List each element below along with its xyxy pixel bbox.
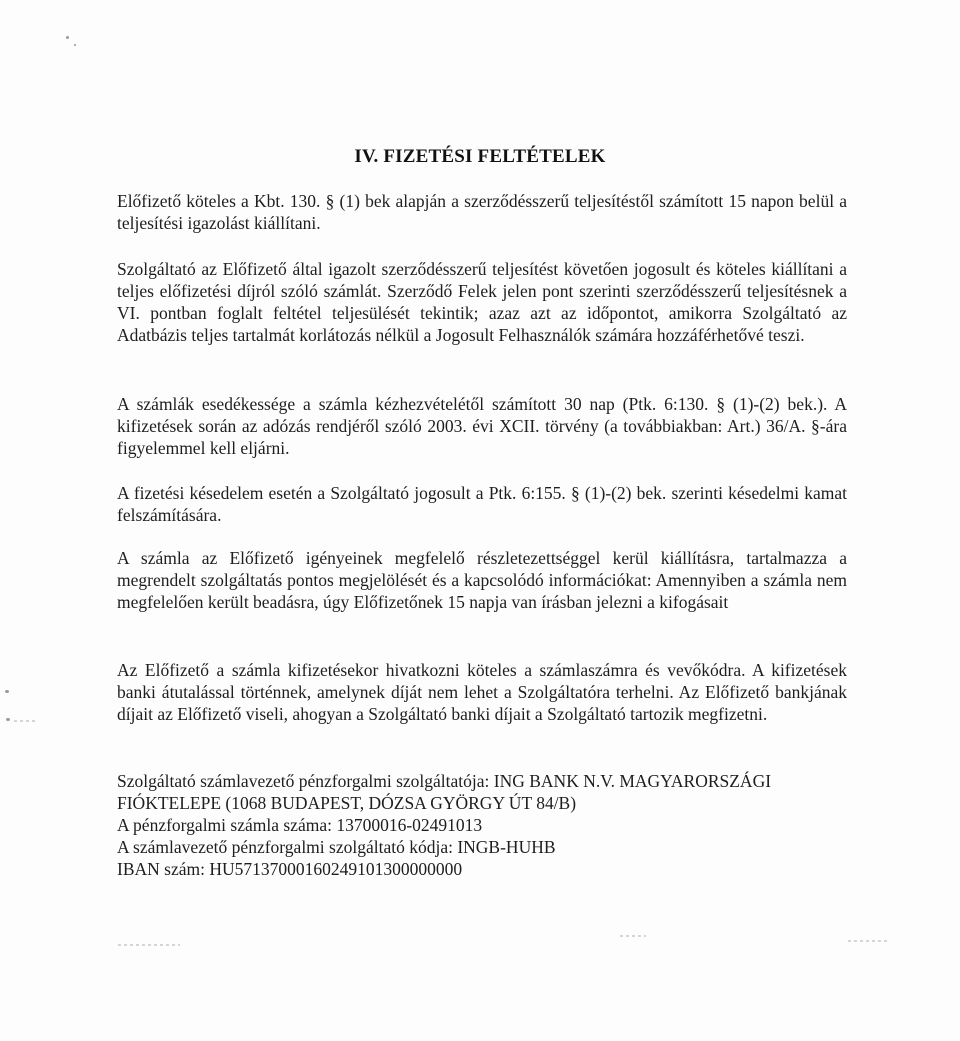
scan-smudge — [14, 720, 36, 722]
scan-smudge — [620, 935, 646, 937]
scan-speck — [5, 690, 9, 693]
scan-speck — [66, 36, 69, 39]
paragraph-invoice-content: A számla az Előfizető igényeinek megfelelő részletezettséggel kerül kiállításra, tartalmazza a megrendelt szolgáltatás pontos megjelölését és a kapcsolódó információkat: Amennyiben a számla nem megfelelően került beadásra, úgy Előfizetőnek 15 napja van írásban jelezni a kifogásait — [117, 548, 847, 612]
paragraph-certificate: Előfizető köteles a Kbt. 130. § (1) bek alapján a szerződésszerű teljesítéstől számított 15 napon belül a teljesítési igazolást kiállítani. — [117, 191, 847, 233]
scan-smudge — [848, 940, 888, 942]
paragraph-payment-reference: Az Előfizető a számla kifizetésekor hivatkozni köteles a számlaszámra és vevőkódra. A kifizetések banki átutalással történnek, amelynek díját nem lehet a Szolgáltatóra terhelni. Az Előfizető bankjának díjait az Előfizető viseli, ahogyan a Szolgáltató banki díjait a Szolgáltató tartozik megfizetni. — [117, 660, 847, 724]
paragraph-invoice-issue: Szolgáltató az Előfizető által igazolt szerződésszerű teljesítést követően jogosult és köteles kiállítani a teljes előfizetési díjról szóló számlát. Szerződő Felek jelen pont szerinti szerződésszerű teljesítésnek a VI. pontban foglalt feltétel teljesülését tekintik; azaz azt az időpontot, amikorra Szolgáltató az Adatbázis teljes tartalmát korlátozás nélkül a Jogosult Felhasználók számára hozzáférhetővé teszi. — [117, 259, 847, 345]
account-number-line: A pénzforgalmi számla száma: 13700016-02491013 — [117, 815, 483, 835]
bank-branch-line: FIÓKTELEPE (1068 BUDAPEST, DÓZSA GYÖRGY ÚT 84/B) — [117, 793, 577, 813]
bank-code-line: A számlavezető pénzforgalmi szolgáltató kódja: INGB-HUHB — [117, 837, 556, 857]
bank-details — [117, 770, 877, 880]
scan-speck — [6, 718, 10, 721]
iban-line: IBAN szám: HU57137000160249101300000000 — [117, 859, 463, 879]
paragraph-late-payment: A fizetési késedelem esetén a Szolgáltató jogosult a Ptk. 6:155. § (1)-(2) bek. szerinti késedelmi kamat felszámítására. — [117, 483, 847, 525]
scan-smudge — [118, 944, 180, 946]
section-heading: IV. FIZETÉSI FELTÉTELEK — [354, 146, 606, 167]
bank-provider-line: Szolgáltató számlavezető pénzforgalmi szolgáltatója: ING BANK N.V. MAGYARORSZÁGI — [117, 771, 772, 791]
paragraph-due-date: A számlák esedékessége a számla kézhezvételétől számított 30 nap (Ptk. 6:130. § (1)-(2) bek.). A kifizetések során az adózás rendjéről szóló 2003. évi XCII. törvény (a továbbiakban: Art.) 36/A. §-ára figyelemmel kell eljárni. — [117, 394, 847, 458]
scan-speck — [74, 44, 76, 46]
